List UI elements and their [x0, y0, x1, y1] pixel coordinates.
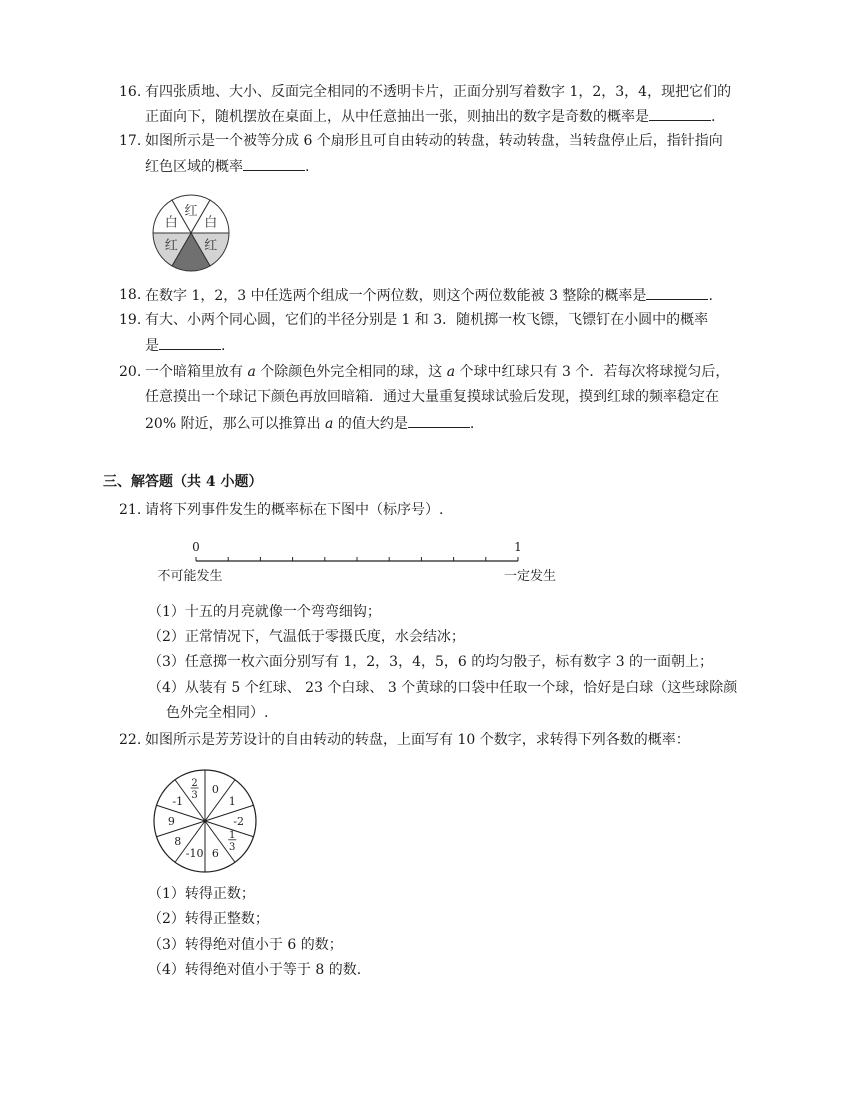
q18-answer-blank[interactable] — [646, 285, 708, 300]
q16-number: 16. — [119, 84, 142, 100]
q20-text-line1 — [145, 362, 729, 382]
q20-period: . — [469, 416, 475, 432]
q21-number: 21. — [119, 502, 142, 518]
q19-answer-blank[interactable] — [159, 335, 221, 350]
q22-item-4: （4）转得绝对值小于等于 8 的数. — [148, 962, 362, 978]
q22-item-2: （2）转得正整数； — [148, 911, 269, 927]
spinner-number-label: -1 — [172, 795, 184, 809]
q19-text-line1: 有大、小两个同心圆，它们的半径分别是 1 和 3．随机掷一枚飞镖，飞镖钉在小圆中的概率 — [145, 312, 709, 328]
q21-probability-scale — [150, 536, 570, 588]
q20-text-c: 个球中红球只有 3 个．若每次将球搅匀后， — [455, 364, 730, 380]
q19-text-line2 — [145, 335, 225, 356]
spinner-number-label: 2 — [191, 777, 198, 789]
q17-answer-blank[interactable] — [243, 156, 305, 171]
q20-var-a-2: a — [446, 364, 456, 380]
q19-number: 19. — [119, 312, 142, 328]
scale-end-label: 1 — [514, 540, 522, 554]
q17-text-line2 — [145, 156, 309, 177]
spinner-number-label: 8 — [174, 834, 182, 848]
spinner-sector-label: 红 — [204, 238, 218, 254]
q20-text-b: 个除颜色外完全相同的球，这 — [255, 364, 447, 380]
spinner-sector-label: 红 — [164, 238, 178, 254]
q20-text-line2: 任意摸出一个球记下颜色再放回暗箱．通过大量重复摸球试验后发现，摸到红球的频率稳定在 — [145, 389, 719, 405]
spinner-number-label: 3 — [191, 789, 198, 801]
q21-item-3: （3）任意掷一枚六面分别写有 1，2，3，4，5，6 的均匀骰子，标有数字 3 的一面朝上； — [148, 654, 714, 670]
spinner-number-label: 6 — [211, 847, 219, 861]
q20-answer-blank[interactable] — [408, 413, 470, 428]
q16-answer-blank[interactable] — [649, 106, 711, 121]
q21-item-4: （4）从装有 5 个红球、 23 个白球、 3 个黄球的口袋中任取一个球，恰好是白球（这些球除颜 — [148, 680, 738, 696]
spinner-number-label: -2 — [233, 815, 245, 828]
q18-text: 在数字 1，2，3 中任选两个组成一个两位数，则这个两位数能被 3 整除的概率是 — [145, 288, 647, 304]
q20-text-e: 的值大约是 — [333, 416, 408, 432]
spinner-sector-label: 白 — [204, 215, 218, 231]
scale-right-caption: 一定发生 — [503, 569, 557, 584]
spinner-sector-label: 红 — [184, 204, 198, 220]
spinner-number-label: -10 — [185, 847, 204, 861]
q22-item-3: （3）转得绝对值小于 6 的数； — [148, 937, 343, 953]
q21-text-line1: 请将下列事件发生的概率标在下图中（标序号）. — [145, 502, 444, 518]
q18-number: 18. — [119, 287, 142, 303]
q17-text-line1: 如图所示是一个被等分成 6 个扇形且可自由转动的转盘，转动转盘，当转盘停止后，指针指向 — [145, 133, 723, 149]
section-title: 三、解答题（共 4 小题） — [103, 474, 263, 490]
q18-text-line1 — [145, 285, 713, 306]
q16-text-line2 — [145, 106, 715, 127]
spinner-number-label: 0 — [211, 782, 219, 796]
q16-text-line1: 有四张质地、大小、反面完全相同的不透明卡片，正面分别写着数字 1，2，3，4，现把它们的 — [145, 84, 732, 100]
q22-spinner-figure — [150, 766, 260, 876]
q19-text: 是 — [145, 338, 159, 354]
scale-left-caption: 不可能发生 — [157, 569, 223, 584]
q17-spinner-figure — [150, 192, 232, 274]
q17-period: . — [305, 159, 310, 175]
q20-var-a-3: a — [325, 416, 334, 432]
q18-period: . — [708, 288, 713, 304]
spinner-number-label: 9 — [167, 815, 175, 828]
spinner-sector-label: 白 — [164, 215, 178, 231]
q22-text-line1: 如图所示是芳芳设计的自由转动的转盘，上面写有 10 个数字，求转得下列各数的概率： — [145, 732, 690, 748]
q20-text-d: 20% 附近，那么可以推算出 — [145, 416, 326, 432]
q20-text-a: 一个暗箱里放有 — [145, 364, 248, 380]
q20-number: 20. — [119, 364, 142, 380]
q21-item-1: （1）十五的月亮就像一个弯弯细钩； — [148, 604, 381, 620]
spinner-number-label: 1 — [228, 795, 236, 809]
spinner-number-label: 1 — [229, 829, 236, 841]
q17-text: 红色区域的概率 — [145, 159, 243, 175]
q21-item-2: （2）正常情况下，气温低于零摄氏度，水会结冰； — [148, 629, 465, 645]
spinner-number-label: 3 — [229, 841, 236, 853]
q22-item-1: （1）转得正数； — [148, 886, 255, 902]
q21-item-4-cont: 色外完全相同）. — [166, 705, 269, 721]
q20-var-a: a — [247, 364, 256, 380]
q22-number: 22. — [119, 732, 142, 748]
scale-start-label: 0 — [192, 540, 200, 554]
q17-number: 17. — [119, 133, 142, 149]
q16-text: 正面向下，随机摆放在桌面上，从中任意抽出一张，则抽出的数字是奇数的概率是 — [145, 109, 649, 125]
q20-text-line3 — [145, 413, 474, 434]
q16-period: . — [711, 109, 716, 125]
q19-period: . — [221, 338, 226, 354]
